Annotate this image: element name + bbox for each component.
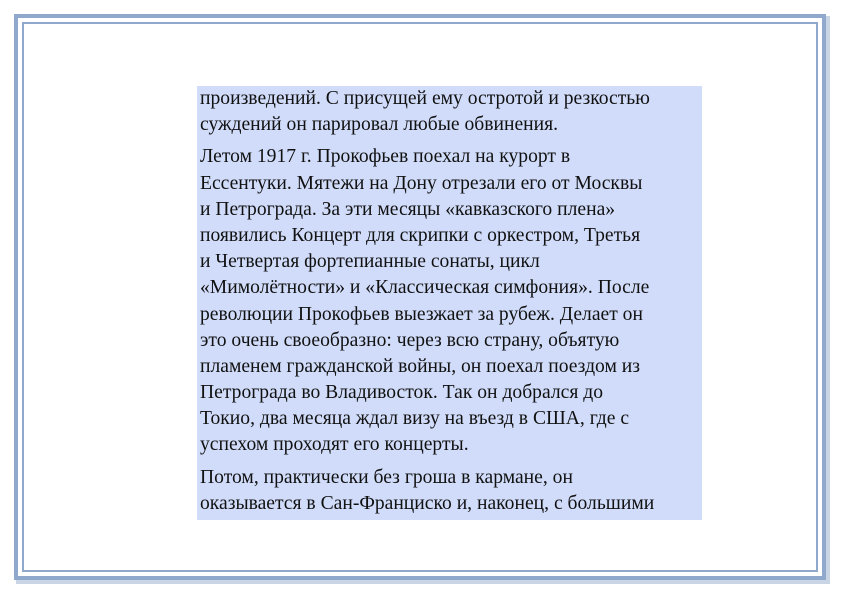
text-line: произведений. С присущей ему остротой и резкостью	[200, 88, 650, 109]
text-line: Ессентуки. Мятежи на Дону отрезали его от Москвы	[200, 172, 643, 194]
text-line: Летом 1917 г. Прокофьев поехал на курорт в	[200, 146, 571, 168]
text-line: революции Прокофьев выезжает за рубеж. Делает он	[200, 303, 643, 325]
text-line: появились Концерт для скрипки с оркестром, Третья	[200, 224, 641, 246]
text-line: это очень своеобразно: через всю страну, объятую	[200, 329, 620, 351]
frame-shadow-right	[826, 16, 830, 582]
text-block	[197, 86, 702, 520]
paragraph-1	[200, 86, 700, 138]
text-line: пламенем гражданской войны, он поехал поездом из	[200, 355, 640, 377]
text-line: оказывается в Сан-Франциско и, наконец, с большими	[200, 492, 655, 514]
text-line: успехом проходят его концерты.	[200, 434, 469, 456]
text-line: и Четвертая фортепианные сонаты, цикл	[200, 251, 540, 273]
text-line: Токио, два месяца ждал визу на въезд в США, где с	[200, 408, 630, 430]
paragraph-3	[200, 465, 700, 517]
frame-shadow-bottom	[16, 580, 830, 584]
paragraph-2	[200, 144, 700, 458]
text-line: Потом, практически без гроша в кармане, он	[200, 466, 573, 488]
text-line: суждений он парировал любые обвинения.	[200, 114, 559, 136]
text-line: Петрограда во Владивосток. Так он добрался до	[200, 382, 603, 404]
text-line: и Петрограда. За эти месяцы «кавказского плена»	[200, 198, 616, 220]
text-line: «Мимолётности» и «Классическая симфония». После	[200, 277, 650, 299]
